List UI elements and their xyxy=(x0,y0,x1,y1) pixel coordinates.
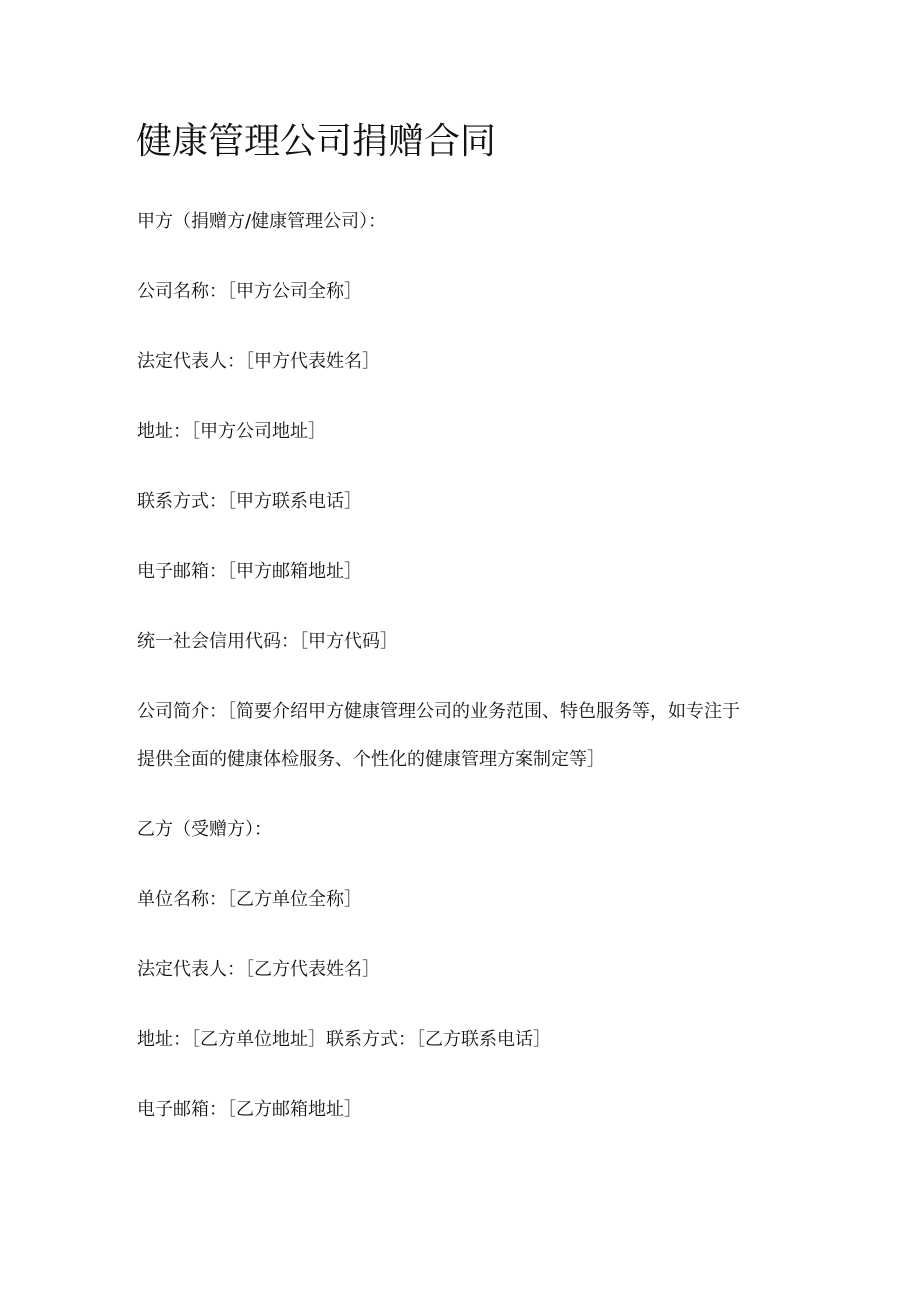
party-b-heading: 乙方（受赠方）： xyxy=(137,819,272,840)
page-title: 健康管理公司捐赠合同 xyxy=(136,121,497,162)
party-a-email: 电子邮箱：［甲方邮箱地址］ xyxy=(137,561,362,582)
party-a-company-name: 公司名称：［甲方公司全称］ xyxy=(137,281,362,302)
party-a-address: 地址：［甲方公司地址］ xyxy=(137,421,326,442)
party-a-credit-code: 统一社会信用代码：［甲方代码］ xyxy=(137,631,398,652)
party-b-unit-name: 单位名称：［乙方单位全称］ xyxy=(137,889,362,910)
party-a-intro-line1: 公司简介：［简要介绍甲方健康管理公司的业务范围、特色服务等，如专注于 xyxy=(137,701,740,722)
party-a-legal-rep: 法定代表人：［甲方代表姓名］ xyxy=(137,351,380,372)
party-b-email: 电子邮箱：［乙方邮箱地址］ xyxy=(137,1099,362,1120)
party-b-address-contact: 地址：［乙方单位地址］联系方式：［乙方联系电话］ xyxy=(137,1029,551,1050)
party-a-intro-line2: 提供全面的健康体检服务、个性化的健康管理方案制定等］ xyxy=(137,749,605,770)
party-b-legal-rep: 法定代表人：［乙方代表姓名］ xyxy=(137,959,380,980)
party-a-contact: 联系方式：［甲方联系电话］ xyxy=(137,491,362,512)
party-a-heading: 甲方（捐赠方/健康管理公司）： xyxy=(137,211,387,232)
